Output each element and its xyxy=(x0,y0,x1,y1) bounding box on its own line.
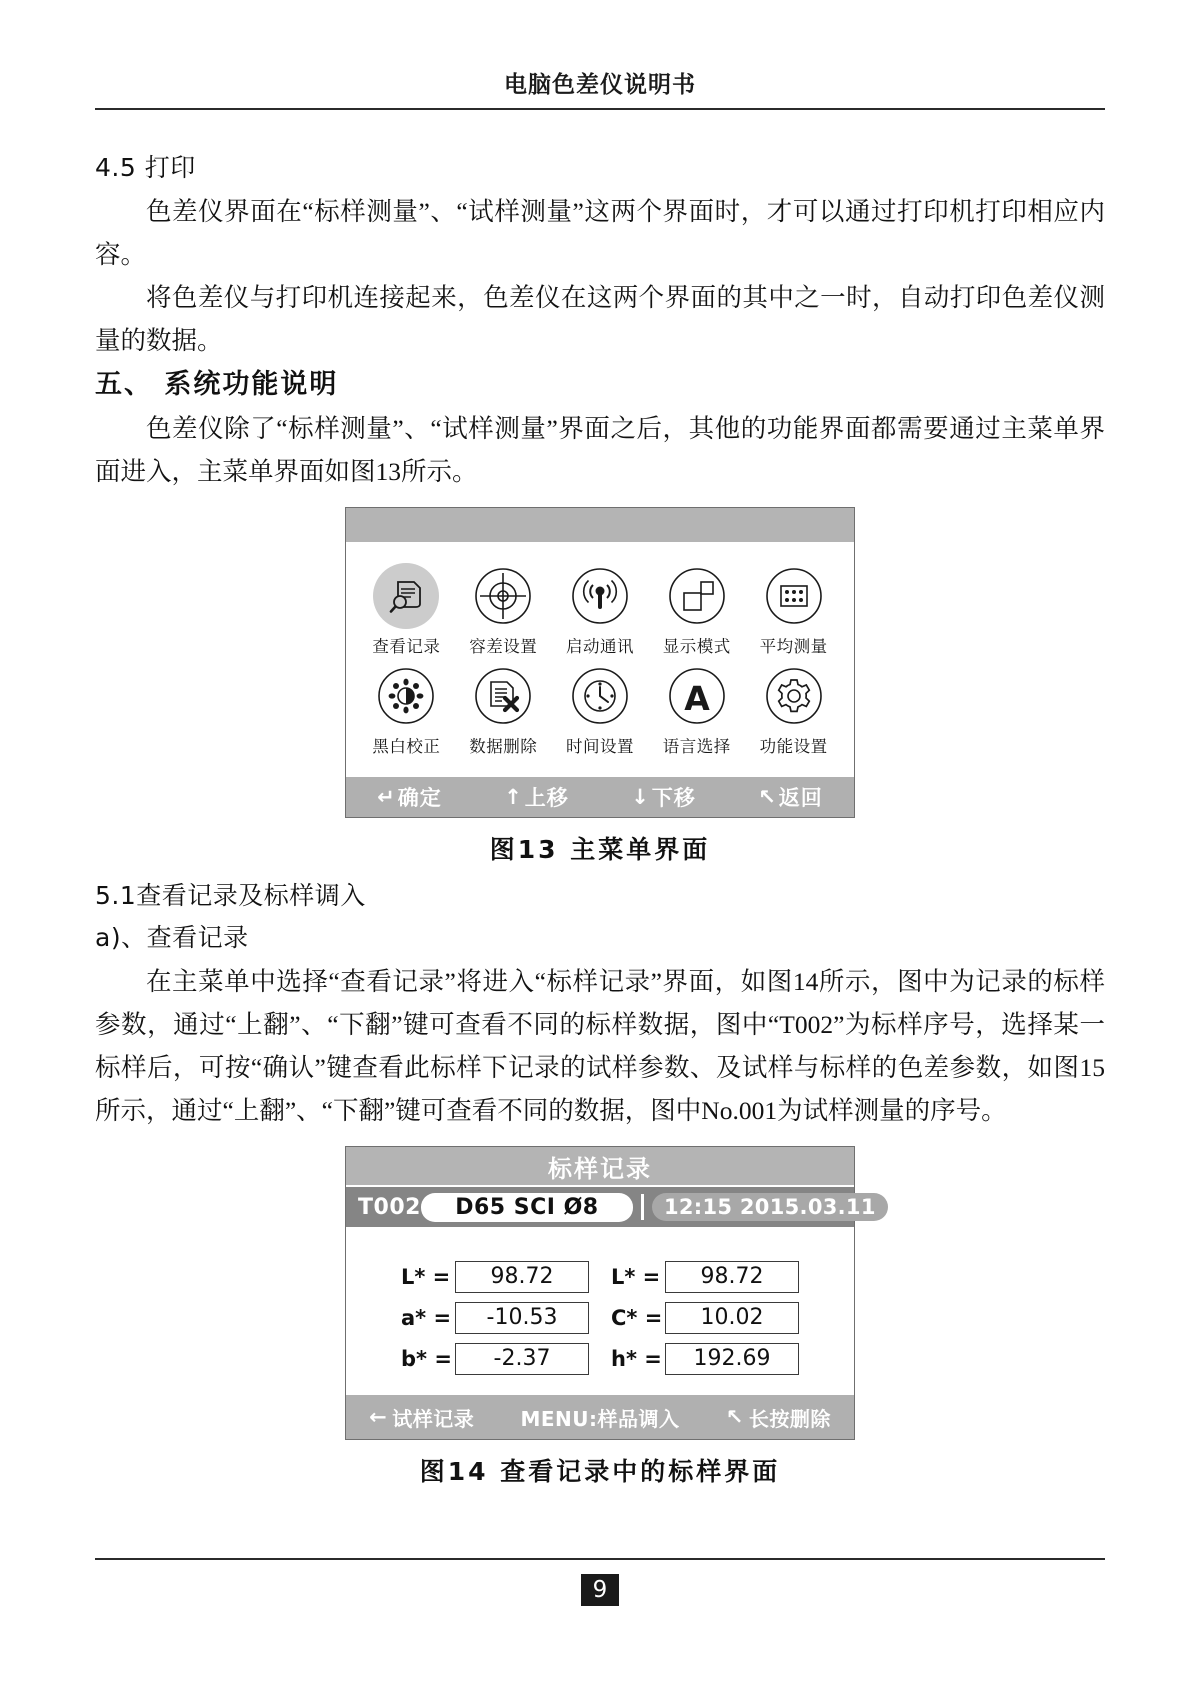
softkey-label: 试样记录 xyxy=(392,1406,475,1431)
field-label: h* = xyxy=(611,1347,662,1371)
page-content xyxy=(95,148,1105,1498)
enter-arrow-icon: ↵ xyxy=(377,784,396,809)
menu-label: 显示模式 xyxy=(662,637,731,656)
menu-item-communication[interactable] xyxy=(554,563,646,657)
menu-item-delete-data[interactable] xyxy=(457,663,549,757)
clock-icon xyxy=(567,663,633,729)
record-info-bar xyxy=(346,1187,876,1227)
menu-label: 数据删除 xyxy=(469,737,538,756)
header-title: 电脑色差仪说明书 xyxy=(504,72,696,98)
menu-label: 黑白校正 xyxy=(372,737,441,756)
long-press-delete-icon: ↖ xyxy=(725,1404,744,1429)
left-arrow-icon: ← xyxy=(369,1404,388,1429)
field-label: L* = xyxy=(611,1265,661,1289)
softkey-menu-recall[interactable] xyxy=(520,1403,679,1432)
menu-item-view-records[interactable] xyxy=(360,563,452,657)
field-label: L* = xyxy=(401,1265,451,1289)
menu-item-tolerance[interactable] xyxy=(457,563,549,657)
field-value: 192.69 xyxy=(665,1343,799,1375)
figure14-caption: 图14 查看记录中的标样界面 xyxy=(419,1457,781,1486)
field-value: -10.53 xyxy=(455,1302,589,1334)
menu-item-display-mode[interactable] xyxy=(651,563,743,657)
field-L-star-lch xyxy=(611,1261,799,1293)
info-divider xyxy=(641,1194,644,1220)
language-letter-a-icon xyxy=(664,663,730,729)
figure14-bottom-bar xyxy=(346,1395,854,1439)
field-label: b* = xyxy=(401,1347,452,1371)
menu-item-function-setting[interactable] xyxy=(748,663,840,757)
softkey-back[interactable] xyxy=(727,782,854,812)
gear-settings-icon xyxy=(761,663,827,729)
field-value: 98.72 xyxy=(665,1261,799,1293)
field-value: 10.02 xyxy=(665,1302,799,1334)
page-number: 9 xyxy=(581,1574,619,1606)
figure13-device-screen xyxy=(345,507,855,818)
average-grid-icon xyxy=(761,563,827,629)
menu-item-black-white-calibration[interactable] xyxy=(360,663,452,757)
figure13-caption: 图13 主菜单界面 xyxy=(489,835,711,864)
softkey-long-press-delete[interactable] xyxy=(726,1403,831,1432)
field-a-star xyxy=(401,1302,589,1334)
main-menu-row-1 xyxy=(358,563,842,657)
menu-label: 语言选择 xyxy=(662,737,731,756)
figure13-bottom-bar xyxy=(346,777,854,817)
softkey-label: 上移 xyxy=(524,786,569,810)
measurement-condition-pill: D65 SCI Ø8 xyxy=(421,1193,633,1222)
main-menu-row-2 xyxy=(358,663,842,757)
softkey-label: 下移 xyxy=(651,786,696,810)
field-C-star xyxy=(611,1302,799,1334)
section-heading-5-1: 5.1查看记录及标样调入 xyxy=(95,881,366,910)
up-arrow-icon: ↑ xyxy=(504,784,523,809)
field-b-star xyxy=(401,1343,589,1375)
paragraph-4-5-2: 将色差仪与打印机连接起来，色差仪在这两个界面的其中之一时，自动打印色差仪测量的数据。 xyxy=(95,283,1105,355)
menu-label: 平均测量 xyxy=(759,637,828,656)
display-mode-squares-icon xyxy=(664,563,730,629)
menu-item-time-setting[interactable] xyxy=(554,663,646,757)
softkey-label: 返回 xyxy=(778,786,823,810)
menu-label: 时间设置 xyxy=(565,737,634,756)
subsection-heading-a: a)、查看记录 xyxy=(95,923,249,952)
main-menu-grid xyxy=(346,543,854,777)
paragraph-5-1: 色差仪除了“标样测量”、“试样测量”界面之后，其他的功能界面都需要通过主菜单界面进入，主菜单界面如图13所示。 xyxy=(95,414,1105,486)
softkey-down[interactable] xyxy=(600,782,727,812)
record-values-area xyxy=(346,1227,854,1395)
field-label: a* = xyxy=(401,1306,452,1330)
field-value: -2.37 xyxy=(455,1343,589,1375)
section-heading-4-5: 4.5 打印 xyxy=(95,153,196,182)
paragraph-4-5-1: 色差仪界面在“标样测量”、“试样测量”这两个界面时，才可以通过打印机打印相应内容。 xyxy=(95,197,1105,269)
header-divider xyxy=(95,108,1105,110)
running-header xyxy=(95,66,1105,110)
menu-label: 功能设置 xyxy=(759,737,828,756)
paragraph-5-1-1: 在主菜单中选择“查看记录”将进入“标样记录”界面，如图14所示，图中为记录的标样参数，通过“上翻”、“下翻”键可查看不同的标样数据，图中“T002”为标样序号，选择某一标样后，可按“确认”键查看此标样下记录的试样参数、及试样与标样的色差参数，如图15所示，通过“上翻”、“下翻”键可查看不同的数据，图中No.001为试样测量的序号。 xyxy=(95,967,1105,1125)
softkey-label: MENU:样品调入 xyxy=(520,1406,680,1431)
footer-divider xyxy=(95,1558,1105,1560)
menu-item-average-measure[interactable] xyxy=(748,563,840,657)
softkey-sample-record[interactable] xyxy=(369,1403,474,1432)
menu-label: 查看记录 xyxy=(372,637,441,656)
back-arrow-icon: ↖ xyxy=(758,784,777,809)
softkey-confirm[interactable] xyxy=(346,782,473,812)
down-arrow-icon: ↓ xyxy=(631,784,650,809)
menu-label: 容差设置 xyxy=(469,637,538,656)
record-column-lab xyxy=(401,1261,589,1375)
figure14-device-screen xyxy=(345,1146,876,1440)
field-value: 98.72 xyxy=(455,1261,589,1293)
black-white-calibration-icon xyxy=(373,663,439,729)
lcd-top-bar xyxy=(346,508,854,543)
communication-signal-icon xyxy=(567,563,633,629)
page-footer xyxy=(95,1558,1105,1606)
record-screen-title: 标样记录 xyxy=(346,1147,854,1187)
field-label: C* = xyxy=(611,1306,663,1330)
field-h-star xyxy=(611,1343,799,1375)
svg-text:A: A xyxy=(684,679,710,718)
section-heading-5: 五、 系统功能说明 xyxy=(95,369,339,400)
delete-data-icon xyxy=(470,663,536,729)
record-column-lch xyxy=(611,1261,799,1375)
menu-item-language[interactable] xyxy=(651,663,743,757)
record-value-columns xyxy=(346,1261,854,1375)
softkey-label: 长按删除 xyxy=(748,1406,831,1431)
timestamp-pill: 12:15 2015.03.11 xyxy=(652,1193,888,1221)
softkey-up[interactable] xyxy=(473,782,600,812)
field-L-star-lab xyxy=(401,1261,589,1293)
menu-label: 启动通讯 xyxy=(565,637,634,656)
softkey-label: 确定 xyxy=(397,786,442,810)
tolerance-target-icon xyxy=(470,563,536,629)
view-records-icon xyxy=(373,563,439,629)
sample-id: T002 xyxy=(358,1194,421,1220)
